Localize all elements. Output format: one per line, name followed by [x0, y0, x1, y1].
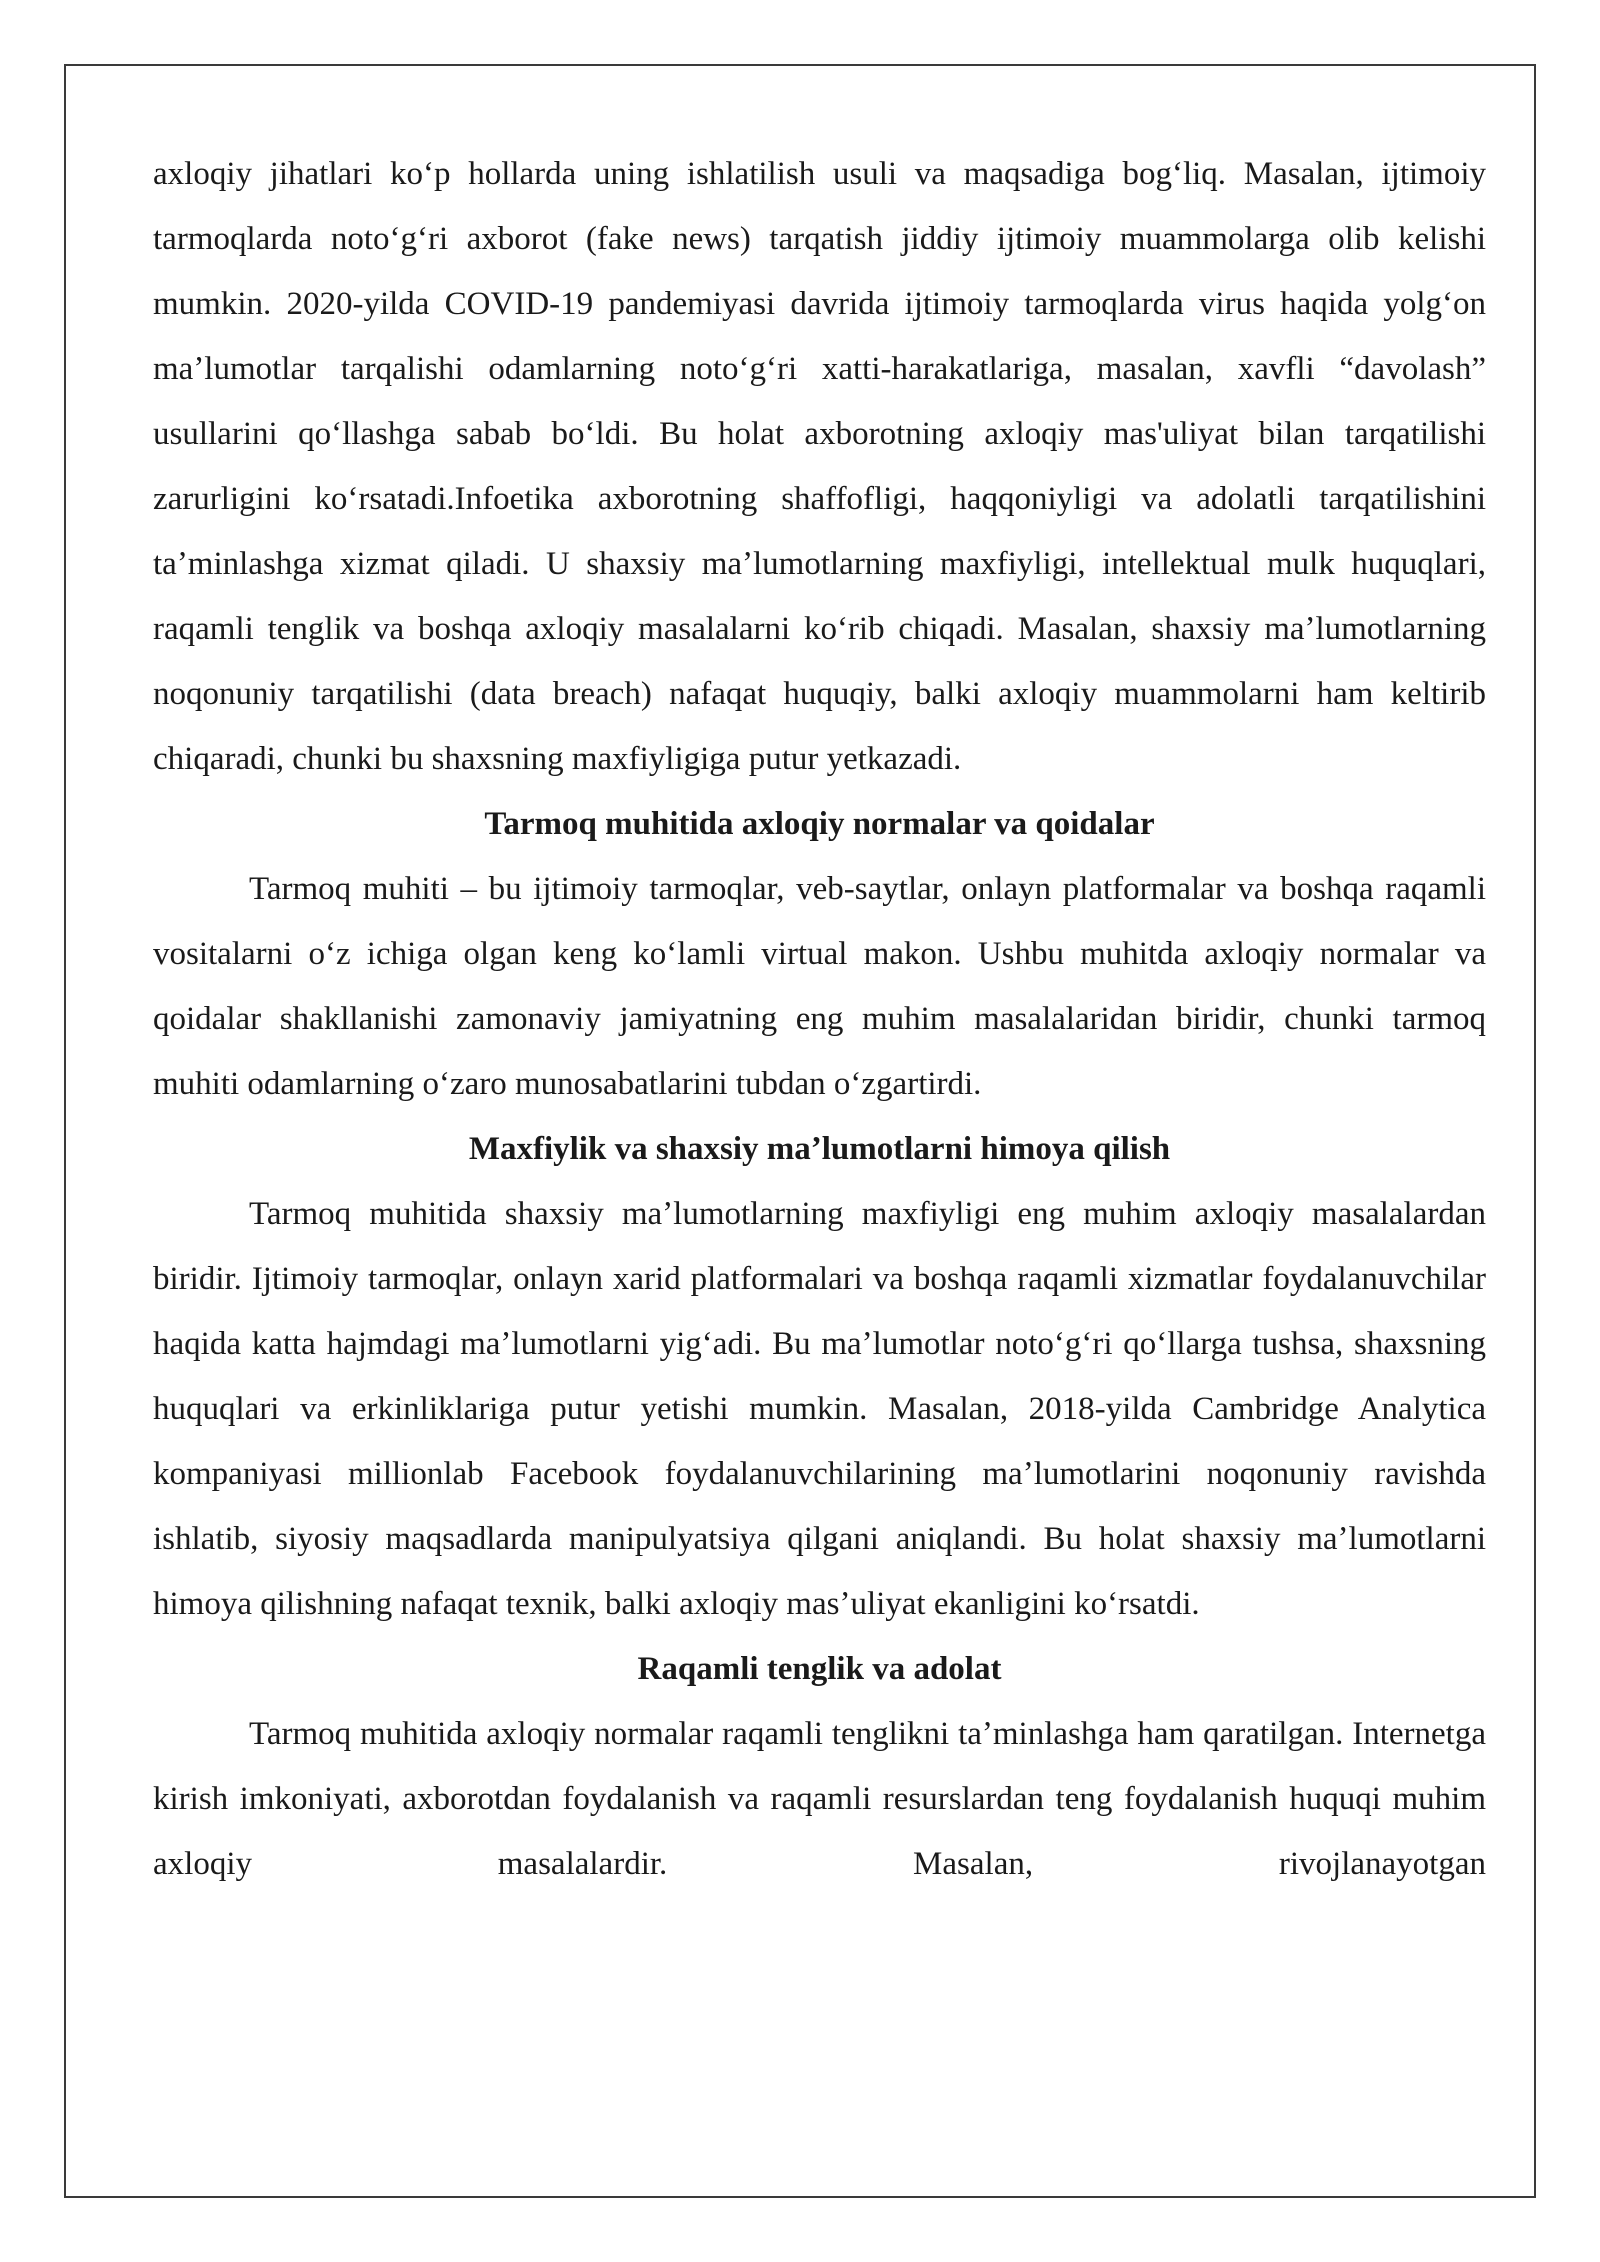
paragraph-digital-equality: Tarmoq muhitida axloqiy normalar raqamli tenglikni taʼminlashga ham qaratilgan. Internetga kirish imkoniyati, axborotdan foydalanish va raqamli resurslardan teng foydalanish huquqi muhim axloqiy masalalardir. Masalan, rivojlanayotgan — [153, 1716, 1486, 1882]
section-heading-network-ethics: Tarmoq muhitida axloqiy normalar va qoidalar — [484, 806, 1155, 842]
paragraph-privacy: Tarmoq muhitida shaxsiy maʼlumotlarning maxfiyligi eng muhim axloqiy masalalardan biridir. Ijtimoiy tarmoqlar, onlayn xarid platformalari va boshqa raqamli xizmatlar foydalanuvchilar haqida katta hajmdagi maʼlumotlarni yigʻadi. Bu maʼlumotlar notoʻgʻri qoʻllarga tushsa, shaxsning huquqlari va erkinliklariga putur yetishi mumkin. Masalan, 2018-yilda Cambridge Analytica kompaniyasi millionlab Facebook foydalanuvchilarining maʼlumotlarini noqonuniy ravishda ishlatib, siyosiy maqsadlarda manipulyatsiya qilgani aniqlandi. Bu holat shaxsiy maʼlumotlarni himoya qilishning nafaqat texnik, balki axloqiy masʼuliyat ekanligini koʻrsatdi. — [153, 1196, 1486, 1622]
section-heading-digital-equality: Raqamli tenglik va adolat — [637, 1651, 1002, 1687]
paragraph-intro-continuation: axloqiy jihatlari koʻp hollarda uning ishlatilish usuli va maqsadiga bogʻliq. Masalan, ijtimoiy tarmoqlarda notoʻgʻri axborot (fake news) tarqatish jiddiy ijtimoiy muammolarga olib kelishi mumkin. 2020-yilda COVID-19 pandemiyasi davrida ijtimoiy tarmoqlarda virus haqida yolgʻon maʼlumotlar tarqalishi odamlarning notoʻgʻri xatti-harakatlariga, masalan, xavfli “davolash” usullarini qoʻllashga sabab boʻldi. Bu holat axborotning axloqiy mas'uliyat bilan tarqatilishi zarurligini koʻrsatadi.Infoetika axborotning shaffofligi, haqqoniyligi va adolatli tarqatilishini taʼminlashga xizmat qiladi. U shaxsiy maʼlumotlarning maxfiyligi, intellektual mulk huquqlari, raqamli tenglik va boshqa axloqiy masalalarni koʻrib chiqadi. Masalan, shaxsiy maʼlumotlarning noqonuniy tarqatilishi (data breach) nafaqat huquqiy, balki axloqiy muammolarni ham keltirib chiqaradi, chunki bu shaxsning maxfiyligiga putur yetkazadi. — [153, 156, 1486, 777]
section-heading-privacy: Maxfiylik va shaxsiy maʼlumotlarni himoya qilish — [468, 1131, 1171, 1167]
document-body — [153, 142, 1486, 1897]
paragraph-network-environment: Tarmoq muhiti – bu ijtimoiy tarmoqlar, veb-saytlar, onlayn platformalar va boshqa raqamli vositalarni oʻz ichiga olgan keng koʻlamli virtual makon. Ushbu muhitda axloqiy normalar va qoidalar shakllanishi zamonaviy jamiyatning eng muhim masalalaridan biridir, chunki tarmoq muhiti odamlarning oʻzaro munosabatlarini tubdan oʻzgartirdi. — [153, 871, 1486, 1102]
